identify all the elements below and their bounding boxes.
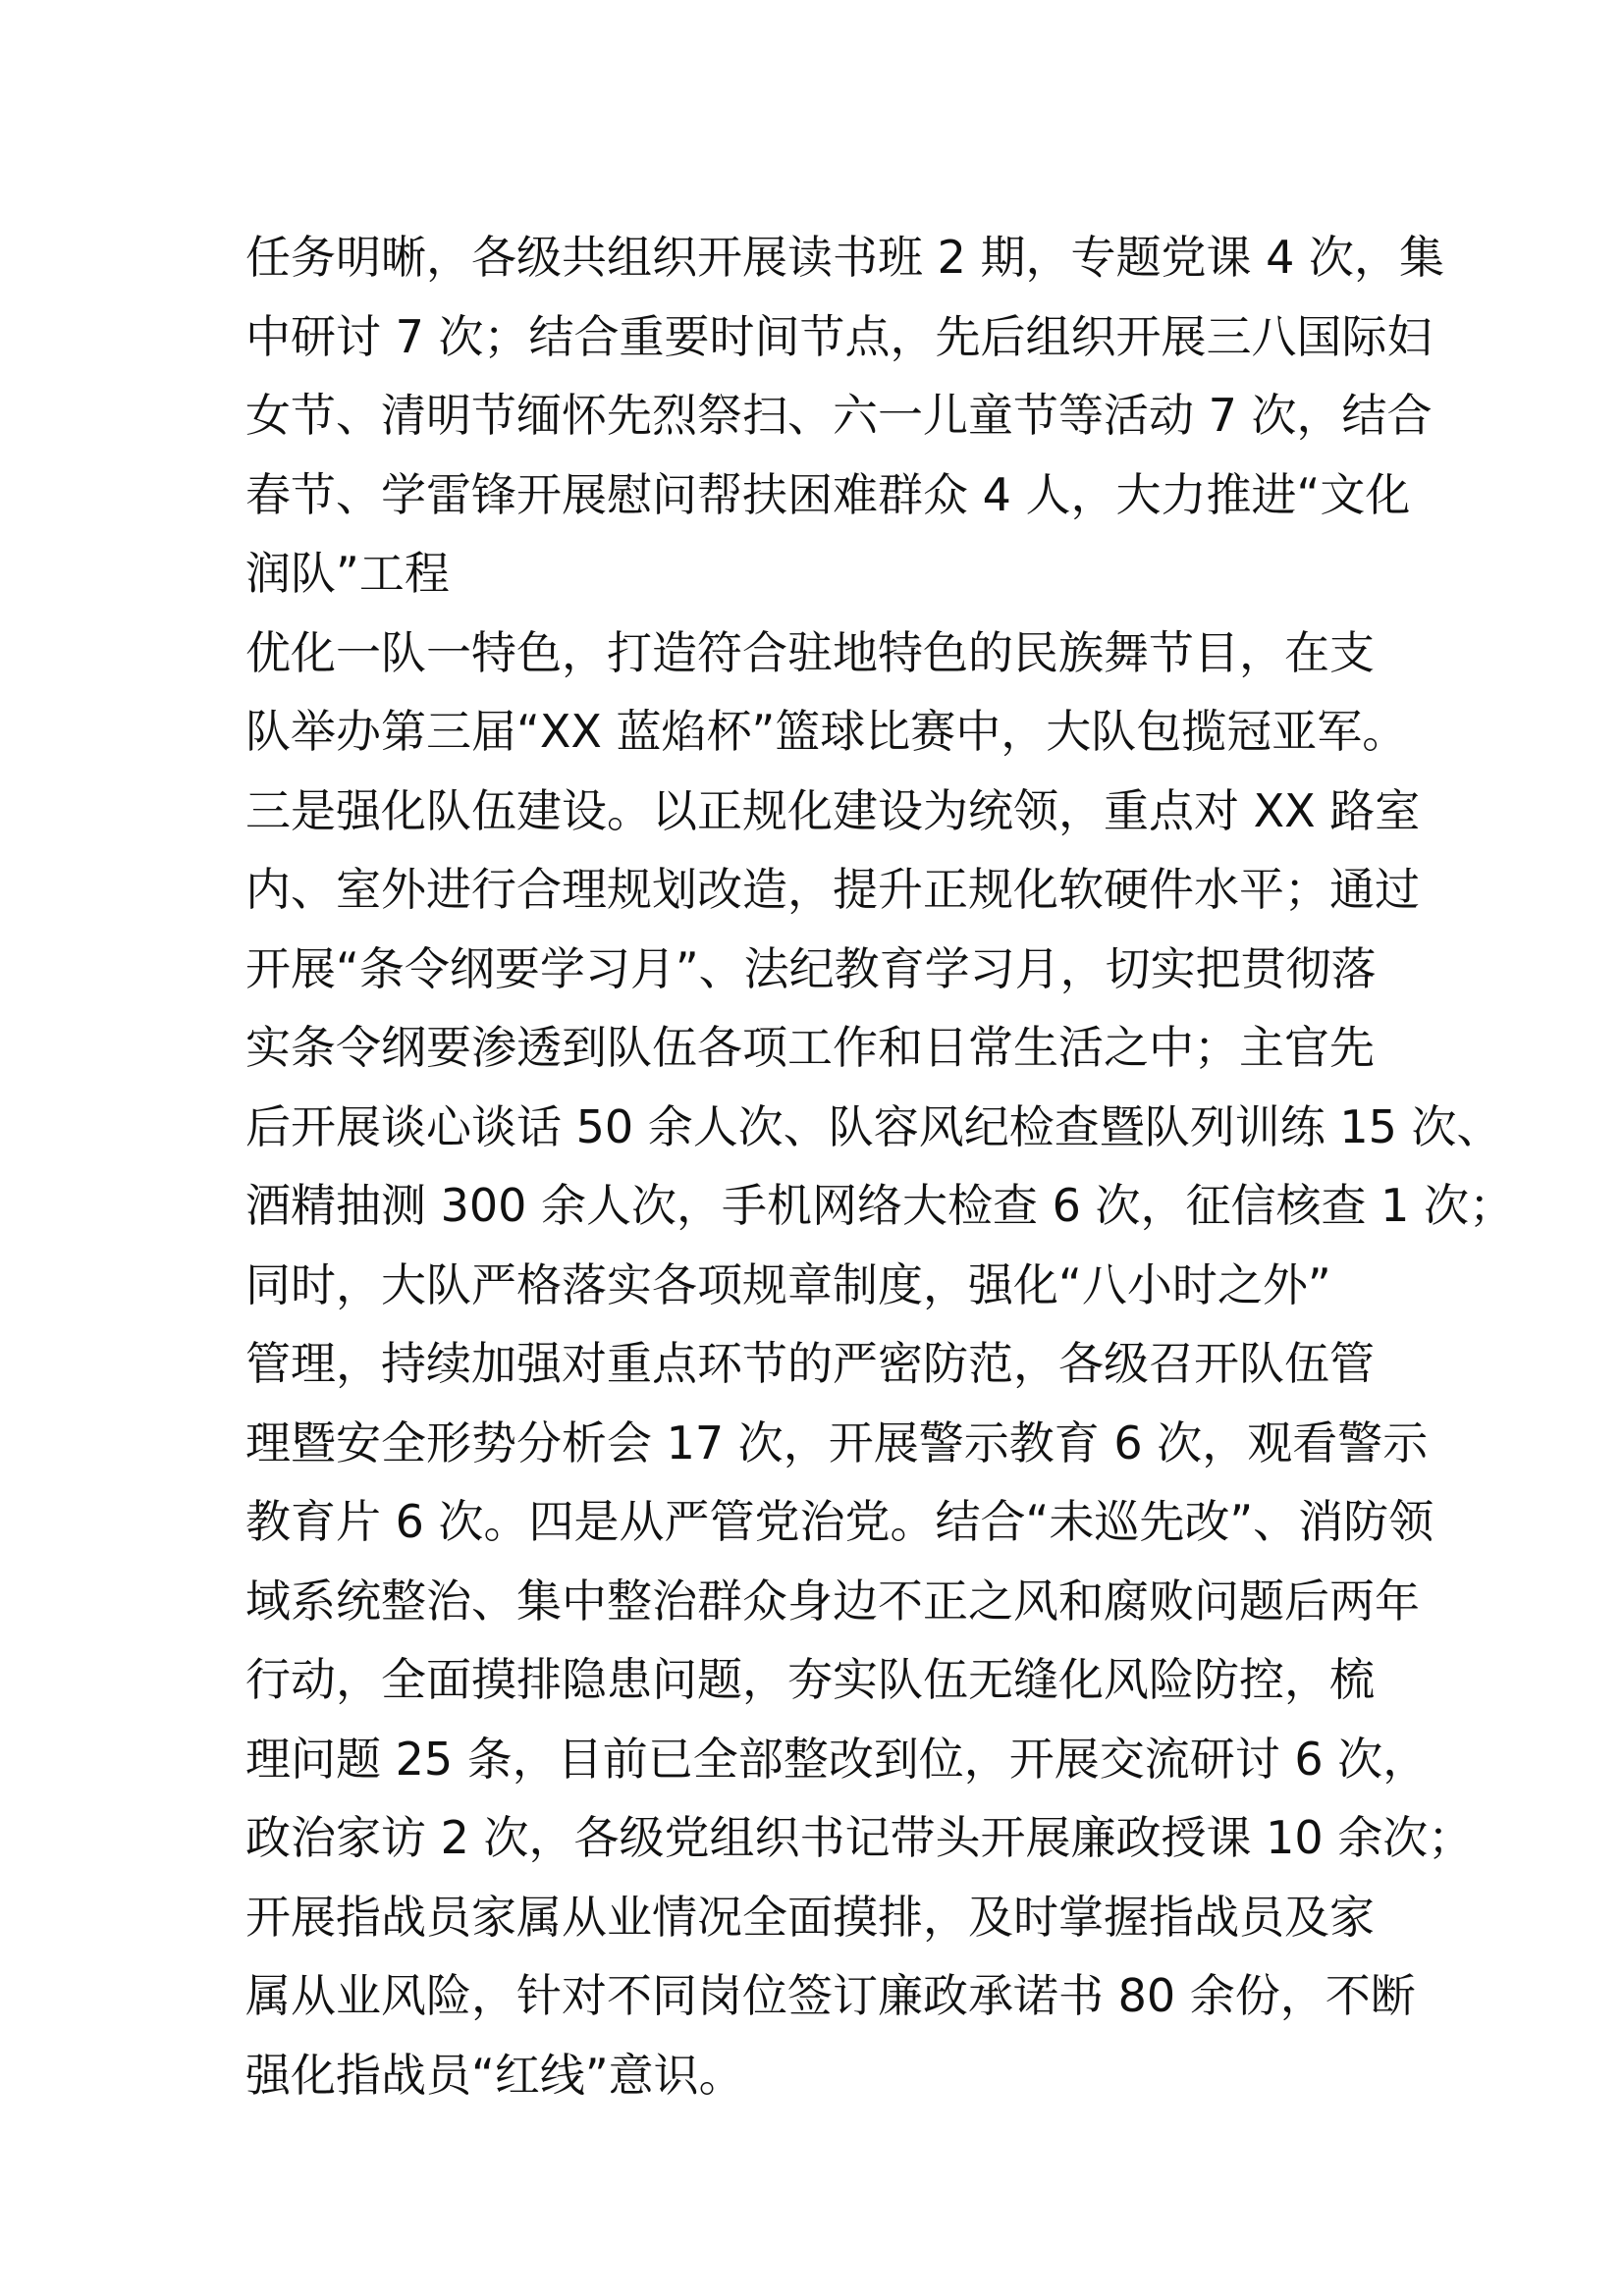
text-line: 润队”工程	[245, 547, 450, 600]
text-line: 同时，大队严格落实各项规章制度，强化“八小时之外”	[245, 1257, 1331, 1311]
text-line: 域系统整治、集中整治群众身边不正之风和腐败问题后两年	[245, 1574, 1420, 1628]
body-text	[245, 218, 1515, 2114]
text-line: 任务明晰，各级共组织开展读书班 2 期，专题党课 4 次，集	[245, 231, 1445, 284]
text-line: 优化一队一特色，打造符合驻地特色的民族舞节目，在支	[245, 625, 1375, 679]
text-line: 理暨安全形势分析会 17 次，开展警示教育 6 次，观看警示	[245, 1415, 1429, 1469]
text-line: 政治家访 2 次，各级党组织书记带头开展廉政授课 10 余次；	[245, 1811, 1474, 1864]
text-line: 后开展谈心谈话 50 余人次、队容风纪检查暨队列训练 15 次、	[245, 1099, 1502, 1153]
text-line: 属从业风险，针对不同岗位签订廉政承诺书 80 余份，不断	[245, 1969, 1416, 2022]
text-line: 内、室外进行合理规划改造，提升正规化软硬件水平；通过	[245, 863, 1420, 916]
text-line: 开展指战员家属从业情况全面摸排，及时掌握指战员及家	[245, 1890, 1375, 1944]
text-line: 三是强化队伍建设。以正规化建设为统领，重点对 XX 路室	[245, 783, 1421, 837]
text-line: 理问题 25 条，目前已全部整改到位，开展交流研讨 6 次，	[245, 1732, 1429, 1786]
text-line: 实条令纲要渗透到队伍各项工作和日常生活之中；主官先	[245, 1021, 1375, 1074]
text-line: 强化指战员“红线”意识。	[245, 2048, 744, 2102]
text-line: 管理，持续加强对重点环节的严密防范，各级召开队伍管	[245, 1337, 1375, 1390]
text-line: 教育片 6 次。四是从严管党治党。结合“未巡先改”、消防领	[245, 1495, 1434, 1548]
text-line: 女节、清明节缅怀先烈祭扫、六一儿童节等活动 7 次，结合	[245, 389, 1433, 442]
text-line: 中研讨 7 次；结合重要时间节点，先后组织开展三八国际妇	[245, 309, 1433, 363]
text-line: 行动，全面摸排隐患问题，夯实队伍无缝化风险防控，梳	[245, 1653, 1375, 1706]
text-line: 开展“条令纲要学习月”、法纪教育学习月，切实把贯彻落	[245, 941, 1377, 995]
text-line: 酒精抽测 300 余人次，手机网络大检查 6 次，征信核查 1 次；	[245, 1179, 1515, 1232]
text-line: 队举办第三届“XX 蓝焰杯”篮球比赛中，大队包揽冠亚军。	[245, 705, 1408, 758]
text-line: 春节、学雷锋开展慰问帮扶困难群众 4 人，大力推进“文化	[245, 467, 1411, 521]
